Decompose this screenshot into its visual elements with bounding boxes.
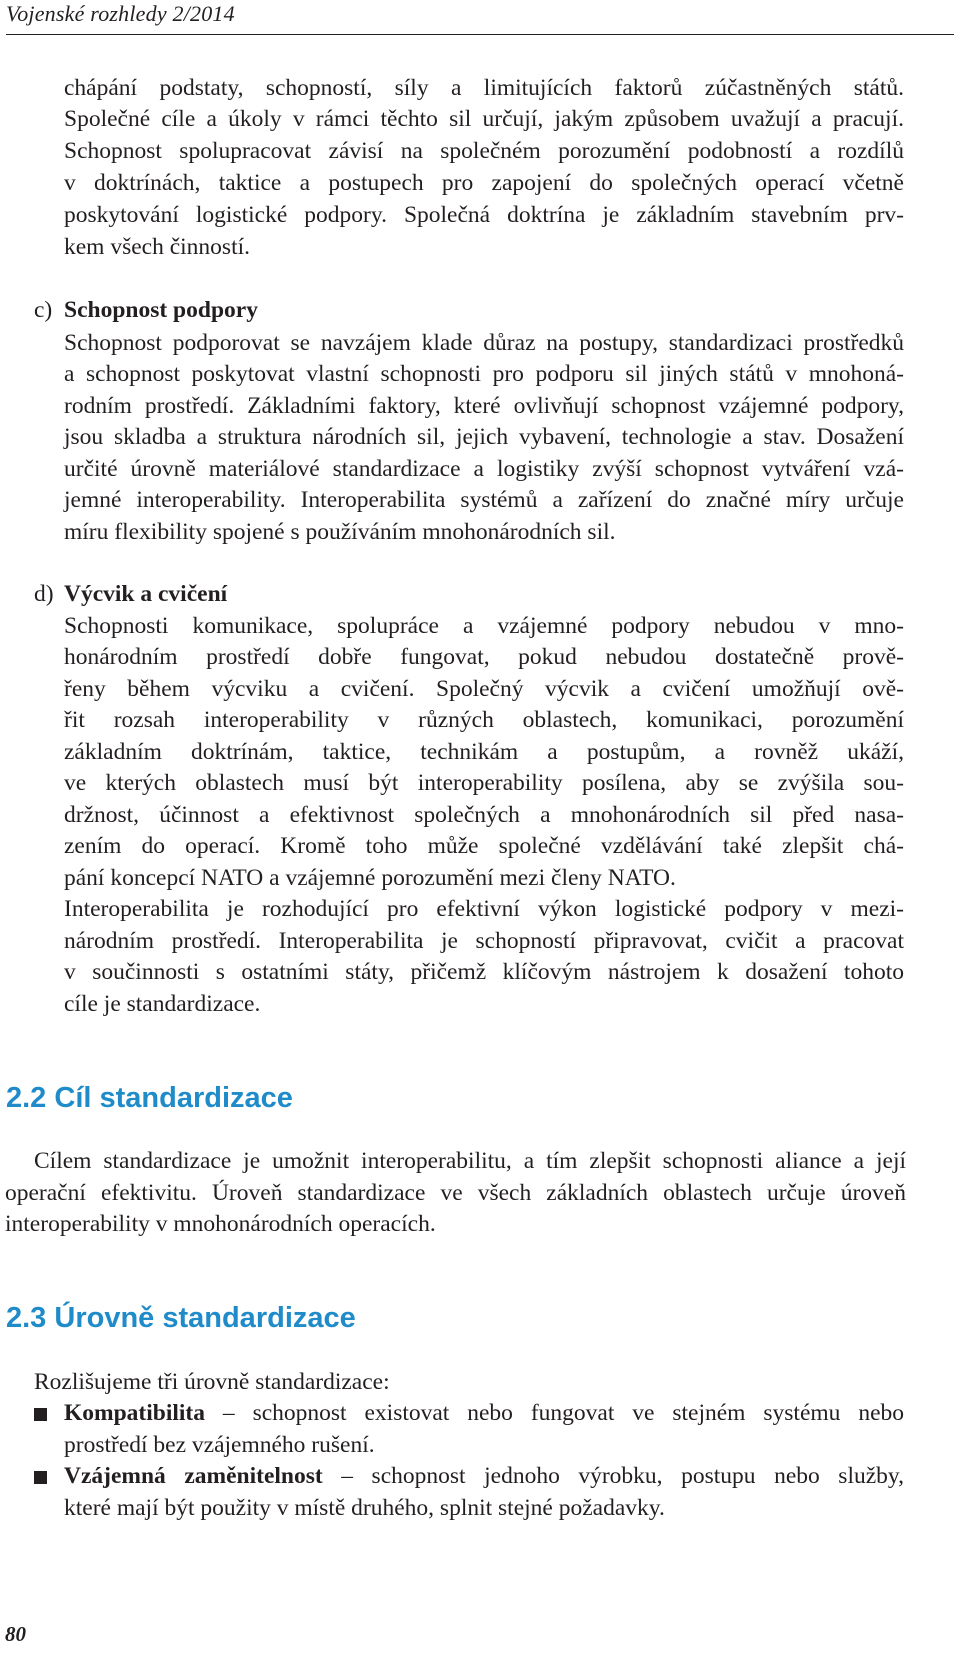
subsection-title: Schopnost podpory bbox=[64, 297, 258, 323]
section-heading: 2.2 Cíl standardizace bbox=[6, 1082, 293, 1114]
paragraph-line: řit rozsah interoperability v různých oblastech, komunikaci, porozumění bbox=[64, 707, 904, 733]
page-number: 80 bbox=[5, 1622, 26, 1646]
list-item: Vzájemná zaměnitelnost – schopnost jednoho výrobku, postupu nebo služby, bbox=[64, 1463, 905, 1489]
paragraph-line: držnost, účinnost a efektivnost společných a mnohonárodních sil před nasa- bbox=[64, 802, 904, 828]
paragraph-line: Interoperabilita je rozhodující pro efektivní výkon logistické podpory v mezi- bbox=[64, 896, 904, 922]
paragraph-line: chápání podstaty, schopností, síly a limitujících faktorů zúčastněných států. bbox=[64, 75, 904, 101]
subsection-title: Výcvik a cvičení bbox=[64, 581, 228, 607]
list-marker-d: d) bbox=[34, 581, 54, 607]
paragraph-line: a schopnost poskytovat vlastní schopnosti pro podporu sil jiných států v mnohoná- bbox=[64, 361, 904, 387]
paragraph-line: Rozlišujeme tři úrovně standardizace: bbox=[34, 1369, 390, 1395]
list-item-continuation: které mají být použity v místě druhého, splnit stejné požadavky. bbox=[64, 1495, 665, 1521]
paragraph-line: jsou skladba a struktura národních sil, jejich vybavení, technologie a stav. Dosažení bbox=[64, 424, 904, 450]
paragraph-line: určité úrovně materiálové standardizace a logistiky zvýší schopnost vytváření vzá- bbox=[64, 456, 904, 482]
list-item-continuation: prostředí bez vzájemného rušení. bbox=[64, 1432, 375, 1458]
paragraph-line: ve kterých oblastech musí být interoperability posílena, aby se zvýšila sou- bbox=[64, 770, 904, 796]
paragraph-line: národním prostředí. Interoperabilita je schopností připravovat, cvičit a pracovat bbox=[64, 928, 904, 954]
page-header bbox=[6, 0, 954, 35]
paragraph-line: jemné interoperability. Interoperabilita systémů a zařízení do značné míry určuje bbox=[64, 487, 904, 513]
paragraph-line: řeny během výcviku a cvičení. Společný výcvik a cvičení umožňují ově- bbox=[64, 676, 904, 702]
section-heading: 2.3 Úrovně standardizace bbox=[6, 1302, 356, 1334]
paragraph-line: Schopnost spolupracovat závisí na společném porozumění podobností a rozdílů bbox=[64, 138, 904, 164]
journal-title: Vojenské rozhledy 2/2014 bbox=[6, 1, 235, 26]
list-marker-c: c) bbox=[34, 297, 53, 323]
paragraph-line: Schopnost podporovat se navzájem klade důraz na postupy, standardizaci prostředků bbox=[64, 330, 904, 356]
paragraph-line: míru flexibility spojené s používáním mnohonárodních sil. bbox=[64, 519, 616, 545]
paragraph-line: honárodním prostředí dobře fungovat, pokud nebudou dostatečně prově- bbox=[64, 644, 904, 670]
paragraph-line: kem všech činností. bbox=[64, 234, 251, 260]
paragraph-line: Schopnosti komunikace, spolupráce a vzájemné podpory nebudou v mno- bbox=[64, 613, 904, 639]
list-item: Kompatibilita – schopnost existovat nebo fungovat ve stejném systému nebo bbox=[64, 1400, 904, 1426]
paragraph-line: pání koncepcí NATO a vzájemné porozumění mezi členy NATO. bbox=[64, 865, 676, 891]
square-bullet-icon bbox=[34, 1408, 47, 1421]
paragraph-line: zením do operací. Kromě toho může společné vzdělávání také zlepšit chá- bbox=[64, 833, 904, 859]
paragraph-line: Cílem standardizace je umožnit interoperabilitu, a tím zlepšit schopnosti aliance a její bbox=[34, 1148, 906, 1174]
paragraph-line: cíle je standardizace. bbox=[64, 991, 261, 1017]
square-bullet-icon bbox=[34, 1471, 47, 1484]
paragraph-line: v součinnosti s ostatními státy, přičemž klíčovým nástrojem k dosažení tohoto bbox=[64, 959, 904, 985]
paragraph-line: interoperability v mnohonárodních operacích. bbox=[5, 1211, 436, 1237]
paragraph-line: základním doktrínám, taktice, technikám a postupům, a rovněž ukáží, bbox=[64, 739, 904, 765]
paragraph-line: rodním prostředí. Základními faktory, které ovlivňují schopnost vzájemné podpory, bbox=[64, 393, 904, 419]
paragraph-line: v doktrínách, taktice a postupech pro zapojení do společných operací včetně bbox=[64, 170, 904, 196]
paragraph-line: Společné cíle a úkoly v rámci těchto sil určují, jakým způsobem uvažují a pracují. bbox=[64, 106, 904, 132]
paragraph-line: poskytování logistické podpory. Společná doktrína je základním stavebním prv- bbox=[64, 202, 904, 228]
paragraph-line: operační efektivitu. Úroveň standardizace ve všech základních oblastech určuje úroveň bbox=[5, 1180, 906, 1206]
